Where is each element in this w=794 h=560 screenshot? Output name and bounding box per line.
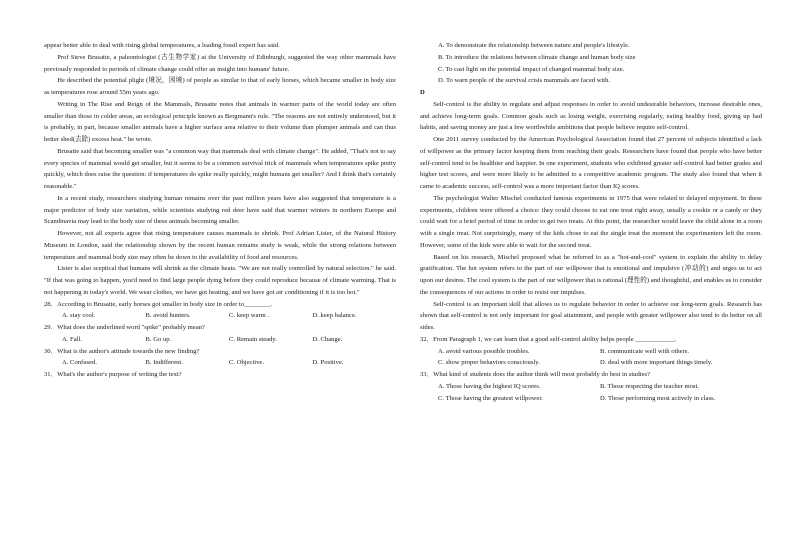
passage-paragraph: appear better able to deal with rising global temperatures, a leading fossil expert has said. bbox=[44, 42, 280, 49]
option-b[interactable]: B. Those respecting the teacher most. bbox=[600, 382, 699, 390]
passage-paragraph: Based on his research, Mischel proposed what he referred to as a "hot-and-cool" system to explain the ability to delay gratification. The hot system refers to the part of our willpower that is emotional and impulsive (冲动的) and urges us to act upon our desires. The cool system is the part of our willpower that is rational (理性的) and thoughtful, and enables us to consider the consequences of our actions in order to resist our impulses. bbox=[420, 253, 762, 296]
passage-paragraph: Self-control is the ability to regulate and adjust responses in order to avoid undesirable behaviors, increase desirable ones, and achieve long-term goals. Common goals such as losing weight, exercising regularly, eating healthy food, giving up bad habits, and saving money are just a few worthwhile ambitions that people believe require self-control. bbox=[420, 100, 762, 132]
option-b[interactable]: B. communicate well with others. bbox=[600, 347, 689, 355]
option-b[interactable]: B. Indifferent. bbox=[145, 359, 183, 367]
option-a[interactable]: A. stay cool. bbox=[62, 312, 96, 320]
right-column bbox=[420, 40, 762, 404]
passage-paragraph: Self-control is an important skill that allows us to regulate behavior in order to achieve our long-term goals. Research has shown that self-control is not only important for goal attainment, and people with greater willpower also tend to do better on all sides. bbox=[420, 300, 762, 331]
option-a[interactable]: A. Fall. bbox=[62, 335, 82, 343]
question-31-option-c[interactable]: C. To cast light on the potential impact of changed mammal body size. bbox=[438, 65, 625, 73]
passage-paragraph: Brusatte said that becoming smaller was "a common way that mammals deal with climate change". He added, "That's not to say every species of mammal would get smaller, but it seems to be a common survival trick of mammals when temperatures spike pretty quickly, which does raise the question: if temperatures do spike really quickly, might humans get smaller? And I think that's certainly reasonable." bbox=[44, 147, 396, 190]
question-29-options bbox=[44, 334, 396, 346]
option-b[interactable]: B. Go up. bbox=[145, 335, 172, 343]
option-b[interactable]: B. avoid hunters. bbox=[145, 312, 191, 320]
question-31-option-a[interactable]: A. To demonstrate the relationship between nature and people's lifestyle. bbox=[438, 42, 630, 49]
option-c[interactable]: C. Objective. bbox=[229, 359, 264, 367]
question-31-stem: 31．What's the author's purpose of writing the text? bbox=[44, 371, 182, 378]
option-a[interactable]: A. avoid various possible troubles. bbox=[438, 347, 530, 355]
question-30-stem: 30．What is the author's attitude towards the new finding? bbox=[44, 347, 200, 355]
option-a[interactable]: A. Confused. bbox=[62, 359, 97, 367]
question-31-option-d[interactable]: D. To warn people of the survival crisis mammals are faced with. bbox=[438, 77, 611, 85]
question-33-stem: 33．What kind of students does the author think will most probably do best in studies? bbox=[420, 371, 651, 378]
question-31-option-b[interactable]: B. To introduce the relations between climate change and human body size bbox=[438, 53, 636, 61]
left-column bbox=[44, 40, 396, 381]
question-32-options-row1 bbox=[420, 346, 762, 358]
option-d[interactable]: D. Positive. bbox=[312, 359, 344, 367]
question-29-stem: 29．What does the underlined word "spike" probably mean? bbox=[44, 324, 205, 331]
option-c[interactable]: C. Remain steady. bbox=[229, 335, 277, 343]
option-a[interactable]: A. Those having the highest IQ scores. bbox=[438, 382, 541, 390]
passage-paragraph: In a recent study, researchers studying human remains over the past million years have also suggested that temperature is a major predictor of body size variation, while scientists studying red deer have said that warmer winters in northern Europe and Scandinavia may lead to the body size of these animals becoming smaller. bbox=[44, 194, 396, 226]
option-d[interactable]: D. deal with more important things timely. bbox=[600, 359, 713, 367]
passage-paragraph: However, not all experts agree that rising temperature causes mammals to shrink. Prof Adrian Lister, of the Natural History Museum in London, said the relationship shown by the recent human remains study is weak, while the strong relations between temperature and mammal body size may often be down to the availability of food and resources. bbox=[44, 230, 396, 261]
passage-paragraph: He described the potential plight (境况，困境) of people as similar to that of early horses, which became smaller in body size as temperatures rose around 55m years ago. bbox=[44, 77, 396, 96]
option-c[interactable]: C. Those having the greatest willpower. bbox=[438, 394, 543, 402]
question-30-options bbox=[44, 357, 396, 369]
passage-paragraph: Prof Steve Brusatte, a paleontologist (古生物学家) at the University of Edinburgh, suggested the way other mammals have previously responded to periods of climate change could offer an insight into humans' future. bbox=[44, 53, 396, 73]
passage-paragraph: Lister is also sceptical that humans will shrink as the climate heats. "We are not really controlled by natural selection." he said. "If that was going to happen, you'd need to find large people dying before they could reproduce because of climate warming. That is not happening in today's world. We wear clothes, we have got heating, and we have got air conditioning if it is too hot." bbox=[44, 265, 396, 296]
question-32-options-row2 bbox=[420, 357, 762, 369]
question-33-options-row1 bbox=[420, 381, 762, 393]
passage-paragraph: Writing in The Rise and Reign of the Mammals, Brusatte notes that animals in warmer parts of the world today are often smaller than those in colder areas, an ecological principle known as Bergmann's rule. "The reasons are not entirely understood, but it is probably, in part, because smaller animals have a higher surface area relative to their volume than plumper animals and can thus better shed(去除) excess heat." he wrote. bbox=[44, 100, 396, 143]
option-d[interactable]: D. keep balance. bbox=[312, 312, 357, 320]
option-d[interactable]: D. Those performing most actively in class. bbox=[600, 394, 716, 402]
passage-paragraph: One 2011 survey conducted by the American Psychological Association found that 27 percent of subjects identified a lack of willpower as the primary factor keeping them from reaching their goals. Researchers have found that people who have better self-control tend to be healthier and happier. In one experiment, students who exhibited greater self-control had better grades and higher test scores, and were more likely to be admitted to a competitive academic program. The study also found that when it came to academic success, self-control was a more important factor than IQ scores. bbox=[420, 136, 762, 190]
passage-paragraph: The psychologist Walter Mischel conducted famous experiments in 1975 that were related to delayed enjoyment. In these experiments, children were offered a choice: they could choose to eat one treat right away, usually a cookie or a candy or they could wait for a brief period of time in order to get two treats. At this point, the researcher would leave the child alone in a room with a single treat. Not surprisingly, many of the kids chose to eat the single treat the moment the experimenters left the room. However, some of the kids were able to wait for the second treat. bbox=[420, 194, 762, 249]
option-c[interactable]: C. keep warm . bbox=[229, 312, 270, 320]
section-heading: D bbox=[420, 89, 425, 96]
question-28-stem: 28．According to Brusatte, early horses got smaller in body size in order to________. bbox=[44, 300, 273, 308]
question-32-stem: 32．From Paragraph 1, we can learn that a good self-control ability helps people ____________. bbox=[420, 335, 677, 343]
question-28-options bbox=[44, 310, 396, 322]
option-c[interactable]: C. show proper behaviors consciously. bbox=[438, 359, 540, 367]
question-33-options-row2 bbox=[420, 393, 762, 405]
option-d[interactable]: D. Change. bbox=[312, 335, 343, 343]
